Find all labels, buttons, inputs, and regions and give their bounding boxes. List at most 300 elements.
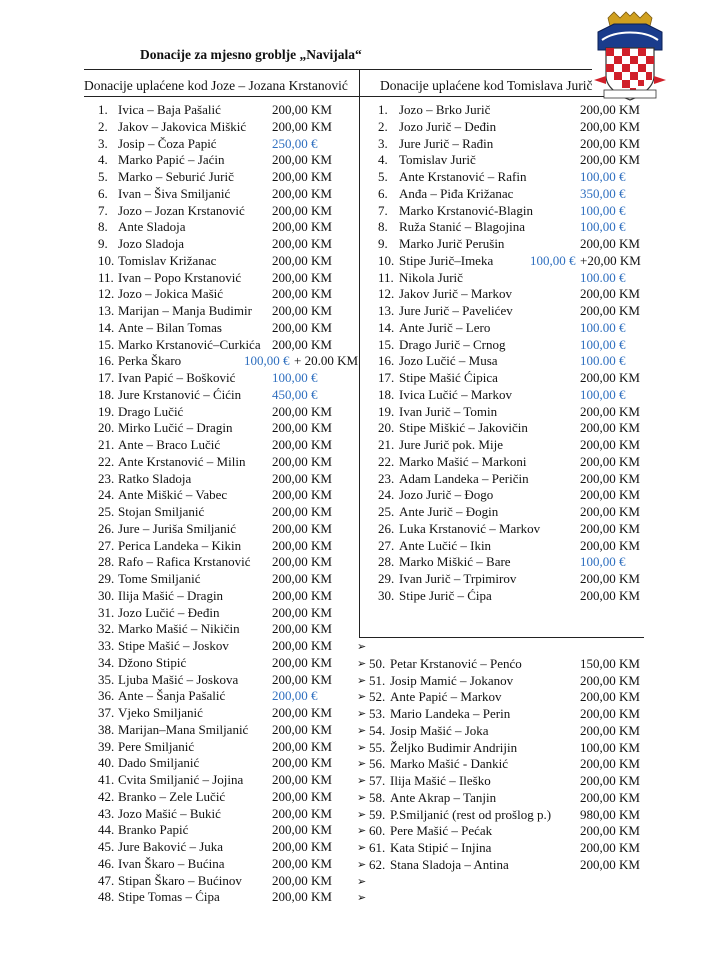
list-item [98,186,360,203]
donor-name: Mirko Lučić – Dragin [118,420,233,436]
list-item [98,169,360,186]
list-item [378,102,648,119]
list-item [98,236,360,253]
entry-number: 27. [378,537,395,553]
entry-number: 61. [369,840,386,855]
donor-name: Anđa – Piđa Križanac [399,185,514,201]
donor-name: Branko Papić [118,822,189,838]
donor-name: Marko Mašić – Nikičin [118,621,240,637]
donor-name: Jozo – Jokica Mašić [118,286,224,302]
donation-amount: 100.00 € [580,269,626,285]
list-item [357,689,647,706]
donation-amount: 200,00 KM [272,822,332,838]
entry-number: 34. [98,654,115,670]
entry-number: 7. [378,202,388,218]
entry-number: 39. [98,738,115,754]
list-item [98,638,360,655]
entry-number: 59. [369,806,386,822]
donation-amount: 200,00 KM [580,470,640,486]
list-item [98,270,360,287]
donation-amount: 200,00 KM [272,705,332,720]
donor-name: Ivica – Baja Pašalić [118,102,221,117]
donation-amount: 200,00 KM [580,303,640,318]
arrow-bullet-icon: ➢ [357,740,367,754]
list-item [378,588,648,605]
right-section-bottom-line [359,637,644,638]
entry-number: 58. [369,789,386,805]
list-item [378,471,648,488]
donation-amount: 100,00 € [580,554,626,570]
entry-number: 52. [369,689,386,705]
donor-name: Jure Baković – Juka [118,839,224,854]
list-item [98,504,360,521]
list-item [98,136,360,153]
list-item [357,656,647,673]
list-item [378,236,648,253]
arrow-bullet-icon: ➢ [357,874,367,888]
list-item [357,723,647,740]
donor-name: Jakov – Jakovica Miškić [118,118,247,134]
donor-name: Ante – Braco Lučić [118,437,221,452]
entry-number: 45. [98,839,115,854]
list-item [98,889,360,906]
entry-number: 33. [98,638,115,653]
list-item [98,387,360,404]
donor-name: Josip Mamić – Jokanov [390,672,514,688]
list-item [378,571,648,588]
donor-name: Marijan–Mana Smiljanić [118,721,249,737]
list-item [357,823,647,840]
entry-number: 62. [369,856,386,872]
donor-name: Rafo – Rafica Krstanović [118,554,251,570]
entry-number: 20. [378,420,395,436]
donation-amount: 200,00 KM [580,520,640,536]
donation-amount: 200,00 KM [272,855,332,871]
list-item [98,437,360,454]
arrow-bullet-icon: ➢ [357,656,367,670]
donation-amount: 200,00 € [272,688,318,704]
donation-amount: 200,00 KM [272,872,332,888]
entry-number: 8. [378,219,388,235]
entry-number: 2. [378,118,388,134]
arrow-bullet-icon: ➢ [357,857,367,871]
entry-number: 1. [98,102,108,117]
donation-amount: 200,00 KM [272,403,332,419]
donor-name: Cvita Smiljanić – Jojina [118,772,244,787]
donor-name: Ante Papić – Markov [390,689,502,705]
donation-amount: 200,00 KM [272,788,332,804]
list-item [98,337,360,354]
donation-amount: 200,00 KM [272,102,332,117]
entry-number: 56. [369,756,386,772]
donor-name: Ratko Sladoja [118,470,192,486]
donor-name: Jozo – Brko Jurič [399,102,491,117]
entry-number: 14. [98,319,115,335]
donor-name: Stipe Jurič–Imeka [399,252,494,268]
entry-number: 22. [98,453,115,469]
donation-amount: 200,00 KM [272,537,332,553]
entry-number: 35. [98,671,115,687]
donation-amount: 100,00 KM [580,739,640,755]
donor-name: Džono Stipić [118,654,187,670]
list-item [378,521,648,538]
list-item [98,806,360,823]
list-item [378,270,648,287]
donation-amount: 200,00 KM [272,437,332,452]
donor-name: Ivica Lučić – Markov [399,386,512,402]
entry-number: 26. [98,520,115,536]
donation-amount: 200,00 KM [580,420,640,436]
list-item [357,890,647,907]
entry-number: 5. [378,169,388,184]
donation-amount: 200,00 KM [272,805,332,821]
donor-name: Ivan Škaro – Bućina [118,855,225,871]
entry-number: 55. [369,739,386,755]
entry-number: 22. [378,453,395,469]
list-item [98,688,360,705]
donor-name: Ante Krstanović – Milin [118,453,246,469]
donation-amount: 200,00 KM [272,470,332,486]
entry-number: 19. [378,403,395,419]
list-item [378,169,648,186]
entry-number: 41. [98,772,115,787]
arrow-bullet-icon: ➢ [357,841,367,854]
donation-extra: +20,00 KM [580,252,641,268]
entry-number: 38. [98,721,115,737]
list-item [98,203,360,220]
entry-number: 4. [98,152,108,168]
entry-number: 60. [369,823,386,839]
donation-amount: 200,00 KM [272,889,332,905]
donation-amount: 200,00 KM [580,706,640,721]
donation-amount: 980,00 KM [580,806,640,822]
donation-amount: 200,00 KM [272,755,332,771]
entry-number: 37. [98,705,115,720]
donation-extra: + 20.00 KM [294,353,359,369]
donor-name: Ruža Stanić – Blagojina [399,219,526,235]
donor-name: Ilija Mašić – Ileško [390,773,491,788]
donor-name: Jozo Lučić – Đeđin [118,604,220,620]
donation-amount: 200,00 KM [580,856,640,872]
entry-number: 40. [98,755,115,771]
donation-amount: 200,00 KM [580,437,640,452]
list-item [378,370,648,387]
donor-name: Marko Krstanović-Blagin [399,202,533,218]
donor-name: Marijan – Manja Budimir [118,303,252,318]
list-item [378,219,648,236]
donor-name: Jozo Sladoja [118,236,185,251]
list-item [98,320,360,337]
list-item [357,807,647,824]
donation-amount: 200,00 KM [272,185,332,201]
entry-number: 53. [369,706,386,721]
entry-number: 6. [98,185,108,201]
list-item [378,504,648,521]
donor-name: Marko Mašić - Dankić [390,756,509,772]
donor-name: Jakov Jurič – Markov [399,286,513,302]
donor-name: Marko Krstanović–Curkića [118,336,261,352]
arrow-bullet-icon: ➢ [357,790,367,804]
list-item [98,471,360,488]
entry-number: 6. [378,185,388,201]
entry-number: 17. [98,370,115,385]
list-item [98,705,360,722]
list-item [378,320,648,337]
list-item [378,554,648,571]
donation-amount: 100,00 € [530,252,576,268]
entry-number: 32. [98,621,115,637]
list-item [98,538,360,555]
entry-number: 11. [98,269,114,285]
donor-name: Jozo Mašić – Bukić [118,805,221,821]
list-item [378,437,648,454]
list-item [98,420,360,437]
donor-name: Jozo Lučić – Musa [399,353,498,369]
donor-name: Mario Landeka – Perin [390,706,511,721]
list-item [98,605,360,622]
donor-name: Jure – Juriša Smiljanić [118,520,237,536]
donation-amount: 200,00 KM [272,169,332,184]
donor-name: Ante Akrap – Tanjin [390,789,497,805]
donor-name: Josip Mašić – Joka [390,722,489,738]
donor-name: Ivan – Šiva Smiljanić [118,185,231,201]
croatian-crest-icon [592,10,668,102]
entry-number: 5. [98,169,108,184]
donation-amount: 200,00 KM [272,738,332,754]
donor-name: Drago Jurič – Crnog [399,336,506,352]
entry-number: 25. [98,504,115,519]
list-item [378,420,648,437]
donation-amount: 200,00 KM [580,152,640,168]
donor-name: Stipe Mašić – Joskov [118,638,229,653]
entry-number: 7. [98,202,108,218]
list-item [98,404,360,421]
arrow-bullet-icon: ➢ [357,690,367,704]
donation-amount: 200,00 KM [272,487,332,503]
entry-number: 9. [98,236,108,251]
donor-name: Ante Sladoja [118,219,186,235]
donation-amount: 200,00 KM [272,587,332,603]
donor-name: Stipan Škaro – Bućinov [118,872,242,888]
list-item [98,722,360,739]
donation-amount: 200,00 KM [580,236,640,251]
donor-name: Ante Lučić – Ikin [399,537,492,553]
header-underline [84,96,644,97]
entry-number: 28. [98,554,115,570]
list-item [378,303,648,320]
list-item [98,219,360,236]
donor-name: Tomislav Križanac [118,252,217,268]
donation-amount: 200,00 KM [272,604,332,620]
list-item [378,404,648,421]
donation-amount: 200,00 KM [580,487,640,503]
donation-amount: 200,00 KM [580,118,640,134]
entry-number: 3. [378,135,388,151]
donor-name: Ante – Bilan Tomas [118,319,222,335]
list-item [98,856,360,873]
donor-name: Stipe Mašić Ćipica [399,370,498,385]
entry-number: 14. [378,319,395,335]
donation-amount: 200,00 KM [272,319,332,335]
list-item [98,672,360,689]
entry-number: 21. [98,437,115,452]
entry-number: 1. [378,102,388,117]
entry-number: 8. [98,219,108,235]
donation-amount: 200,00 KM [272,571,332,586]
donation-amount: 100.00 € [580,353,626,369]
donation-amount: 450,00 € [272,386,318,402]
donor-name: P.Smiljanić (rest od prošlog p.) [390,806,552,822]
list-item [378,337,648,354]
donor-name: Jure Jurič – Pavelićev [399,303,513,318]
entry-number: 31. [98,604,115,620]
entry-number: 27. [98,537,115,553]
entry-number: 18. [98,386,115,402]
arrow-bullet-icon: ➢ [357,824,367,838]
donor-name: Stipe Miškić – Jakovičin [399,420,528,436]
list-item [98,353,360,370]
donor-name: Marko Mašić – Markoni [399,453,527,469]
donation-amount: 200,00 KM [272,420,332,436]
list-item [378,119,648,136]
donation-amount: 200,00 KM [272,236,332,251]
entry-number: 50. [369,655,386,671]
donor-name: Drago Lučić [118,403,184,419]
list-item [98,571,360,588]
entry-number: 46. [98,855,115,871]
list-item [98,102,360,119]
list-item [98,286,360,303]
entry-number: 29. [98,571,115,586]
donor-name: Ante Jurič – Lero [399,319,491,335]
donor-name: Jure Jurič – Rađin [399,135,494,151]
donation-amount: 100,00 € [580,219,626,235]
list-item [378,253,648,270]
list-item [378,387,648,404]
arrow-bullet-icon: ➢ [357,640,367,653]
donation-amount: 200,00 KM [272,520,332,536]
donation-amount: 200,00 KM [272,269,332,285]
entry-number: 47. [98,872,115,888]
list-item [98,873,360,890]
donor-name: Kata Stipić – Injina [390,840,492,855]
donation-amount: 200,00 KM [580,689,640,705]
donor-name: Ante Krstanović – Rafin [399,169,527,184]
donation-amount: 200,00 KM [272,252,332,268]
list-item [98,621,360,638]
entry-number: 12. [98,286,115,302]
list-item [357,740,647,757]
donation-amount: 200,00 KM [580,587,640,603]
donor-name: Jozo – Jozan Krstanović [118,202,245,218]
donation-amount: 200,00 KM [272,638,332,653]
entry-number: 3. [98,135,108,151]
entry-number: 42. [98,788,115,804]
donor-name: Vjeko Smiljanić [118,705,203,720]
donation-amount: 200,00 KM [580,773,640,788]
list-item [98,739,360,756]
list-item [98,253,360,270]
donation-amount: 200,00 KM [580,840,640,855]
donation-amount: 200,00 KM [272,671,332,687]
arrow-bullet-icon: ➢ [357,707,367,720]
donor-name: Stojan Smiljanić [118,504,205,519]
donor-name: Dado Smiljanić [118,755,200,771]
donation-amount: 350,00 € [580,185,626,201]
list-item [378,136,648,153]
donation-amount: 200,00 KM [580,504,640,519]
donor-name: Petar Krstanović – Penćo [390,655,522,671]
title-underline [84,69,592,70]
donation-amount: 200,00 KM [272,219,332,235]
donor-name: Tomislav Jurič [399,152,476,168]
donor-name: Stana Sladoja – Antina [390,856,509,872]
entry-number: 13. [98,303,115,318]
arrow-bullet-icon: ➢ [357,723,367,737]
list-item [98,822,360,839]
donor-name: Branko – Zele Lučić [118,788,226,804]
donor-name: Pere Smiljanić [118,738,195,754]
entry-number: 25. [378,504,395,519]
arrow-bullet-icon: ➢ [357,891,367,905]
entry-number: 43. [98,805,115,821]
list-item [98,454,360,471]
list-item [98,772,360,789]
page-title: Donacije za mjesno groblje „Navijala“ [140,47,362,62]
list-item [378,286,648,303]
entry-number: 28. [378,554,395,570]
donor-name: Stipe Jurič – Ćipa [399,587,492,603]
donor-name: Željko Budimir Andrijin [390,739,518,755]
entry-number: 2. [98,118,108,134]
list-item [357,773,647,790]
donor-name: Josip – Čoza Papić [118,135,217,151]
donor-name: Tome Smiljanić [118,571,201,586]
entry-number: 23. [378,470,395,486]
donor-name: Ante Jurič – Đogin [399,504,499,519]
list-item [378,203,648,220]
donor-name: Nikola Jurič [399,269,463,285]
donor-name: Marko – Seburić Jurič [118,169,234,184]
donation-amount: 200,00 KM [580,722,640,738]
donation-amount: 100.00 € [580,319,626,335]
list-item [357,874,647,891]
entry-number: 51. [369,672,386,688]
donor-name: Ivan Papić – Bošković [118,370,236,385]
list-item [357,857,647,874]
entry-number: 11. [378,269,394,285]
donation-amount: 100,00 € [580,169,626,184]
entry-number: 24. [98,487,115,503]
donation-amount: 200,00 KM [580,823,640,839]
entry-number: 30. [98,587,115,603]
list-item [98,755,360,772]
entry-number: 36. [98,688,115,704]
donation-amount: 200,00 KM [580,789,640,805]
entry-number: 18. [378,386,395,402]
donation-amount: 200,00 KM [580,672,640,688]
donation-amount: 200,00 KM [580,571,640,586]
entry-number: 24. [378,487,395,503]
donor-name: Adam Landeka – Peričin [399,470,529,486]
donation-amount: 250,00 € [272,135,318,151]
list-item [357,706,647,723]
donor-name: Stipe Tomas – Ćipa [118,889,220,905]
entry-number: 10. [378,252,395,268]
donation-amount: 200,00 KM [580,135,640,151]
donor-name: Ante – Šanja Pašalić [118,688,226,704]
list-item [357,790,647,807]
